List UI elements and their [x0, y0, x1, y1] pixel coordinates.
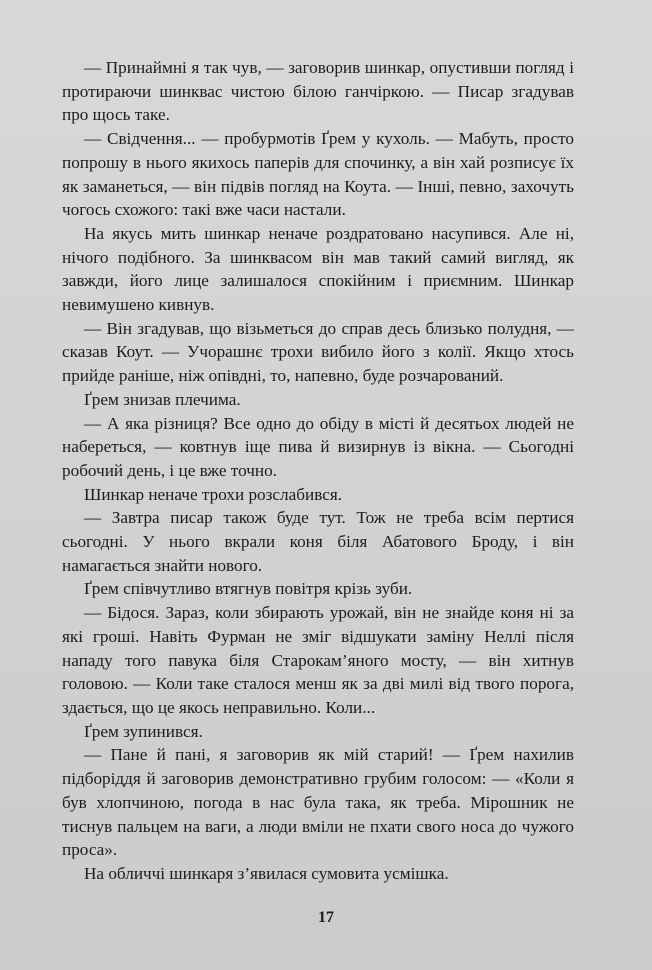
body-text	[62, 56, 574, 886]
paragraph: — Завтра писар також буде тут. Тож не треба всім пертися сьогодні. У нього вкрали коня біля Абатового Броду, і він намагається знайти нового.	[62, 508, 574, 575]
paragraph: — Свідчення... — пробурмотів Ґрем у кухоль. — Мабуть, просто попрошу в нього якихось паперів для спочинку, а він хай розписує їх як заманеться, — він підвів погляд на Коута. — Інші, певно, захочуть чогось схожого: такі вже часи настали.	[62, 129, 574, 220]
paragraph: — А яка різниця? Все одно до обіду в місті й десятьох людей не набереться, — ковтнув іще пива й визирнув із вікна. — Сьогодні робочий день, і це вже точно.	[62, 413, 574, 480]
page-number: 17	[318, 909, 334, 926]
paragraph: Ґрем знизав плечима.	[84, 389, 241, 409]
paragraph: Ґрем зупинився.	[84, 721, 203, 741]
paragraph: — Бідося. Зараз, коли збирають урожай, він не знайде коня ні за які гроші. Навіть Фурман не зміг відшукати заміну Неллі після нападу того павука біля Старокам’яного мосту, — він хитнув головою. — Коли таке сталося менш як за дві милі від твого порога, здається, що це якось неправильно. Коли...	[62, 603, 574, 717]
paragraph: На обличчі шинкаря з’явилася сумовита усмішка.	[84, 863, 449, 883]
paragraph: На якусь мить шинкар неначе роздратовано насупився. Але ні, нічого подібного. За шинквасом він мав такий самий вигляд, як завжди, його лице залишалося спокійним і приємним. Шинкар невимушено кивнув.	[62, 223, 574, 315]
paragraph: — Пане й пані, я заговорив як мій старий! — Ґрем нахилив підборіддя й заговорив демонстративно грубим голосом: — «Коли я був хлопчиною, погода в нас була така, як треба. Мірошник не тиснув пальцем на ваги, а люди вміли не пхати свого носа до чужого проса».	[62, 745, 574, 860]
paragraph: — Він згадував, що візьметься до справ десь близько полудня, — сказав Коут. — Учорашнє трохи вибило його з колії. Якщо хтось прийде раніше, ніж опівдні, то, напевно, буде розчарований.	[62, 318, 574, 386]
paragraph: Шинкар неначе трохи розслабився.	[84, 484, 343, 504]
paragraph: Ґрем співчутливо втягнув повітря крізь зуби.	[84, 579, 413, 599]
paragraph: — Принаймні я так чув, — заговорив шинкар, опустивши погляд і протираючи шинквас чистою білою ганчіркою. — Писар згадував про щось таке.	[62, 58, 574, 125]
